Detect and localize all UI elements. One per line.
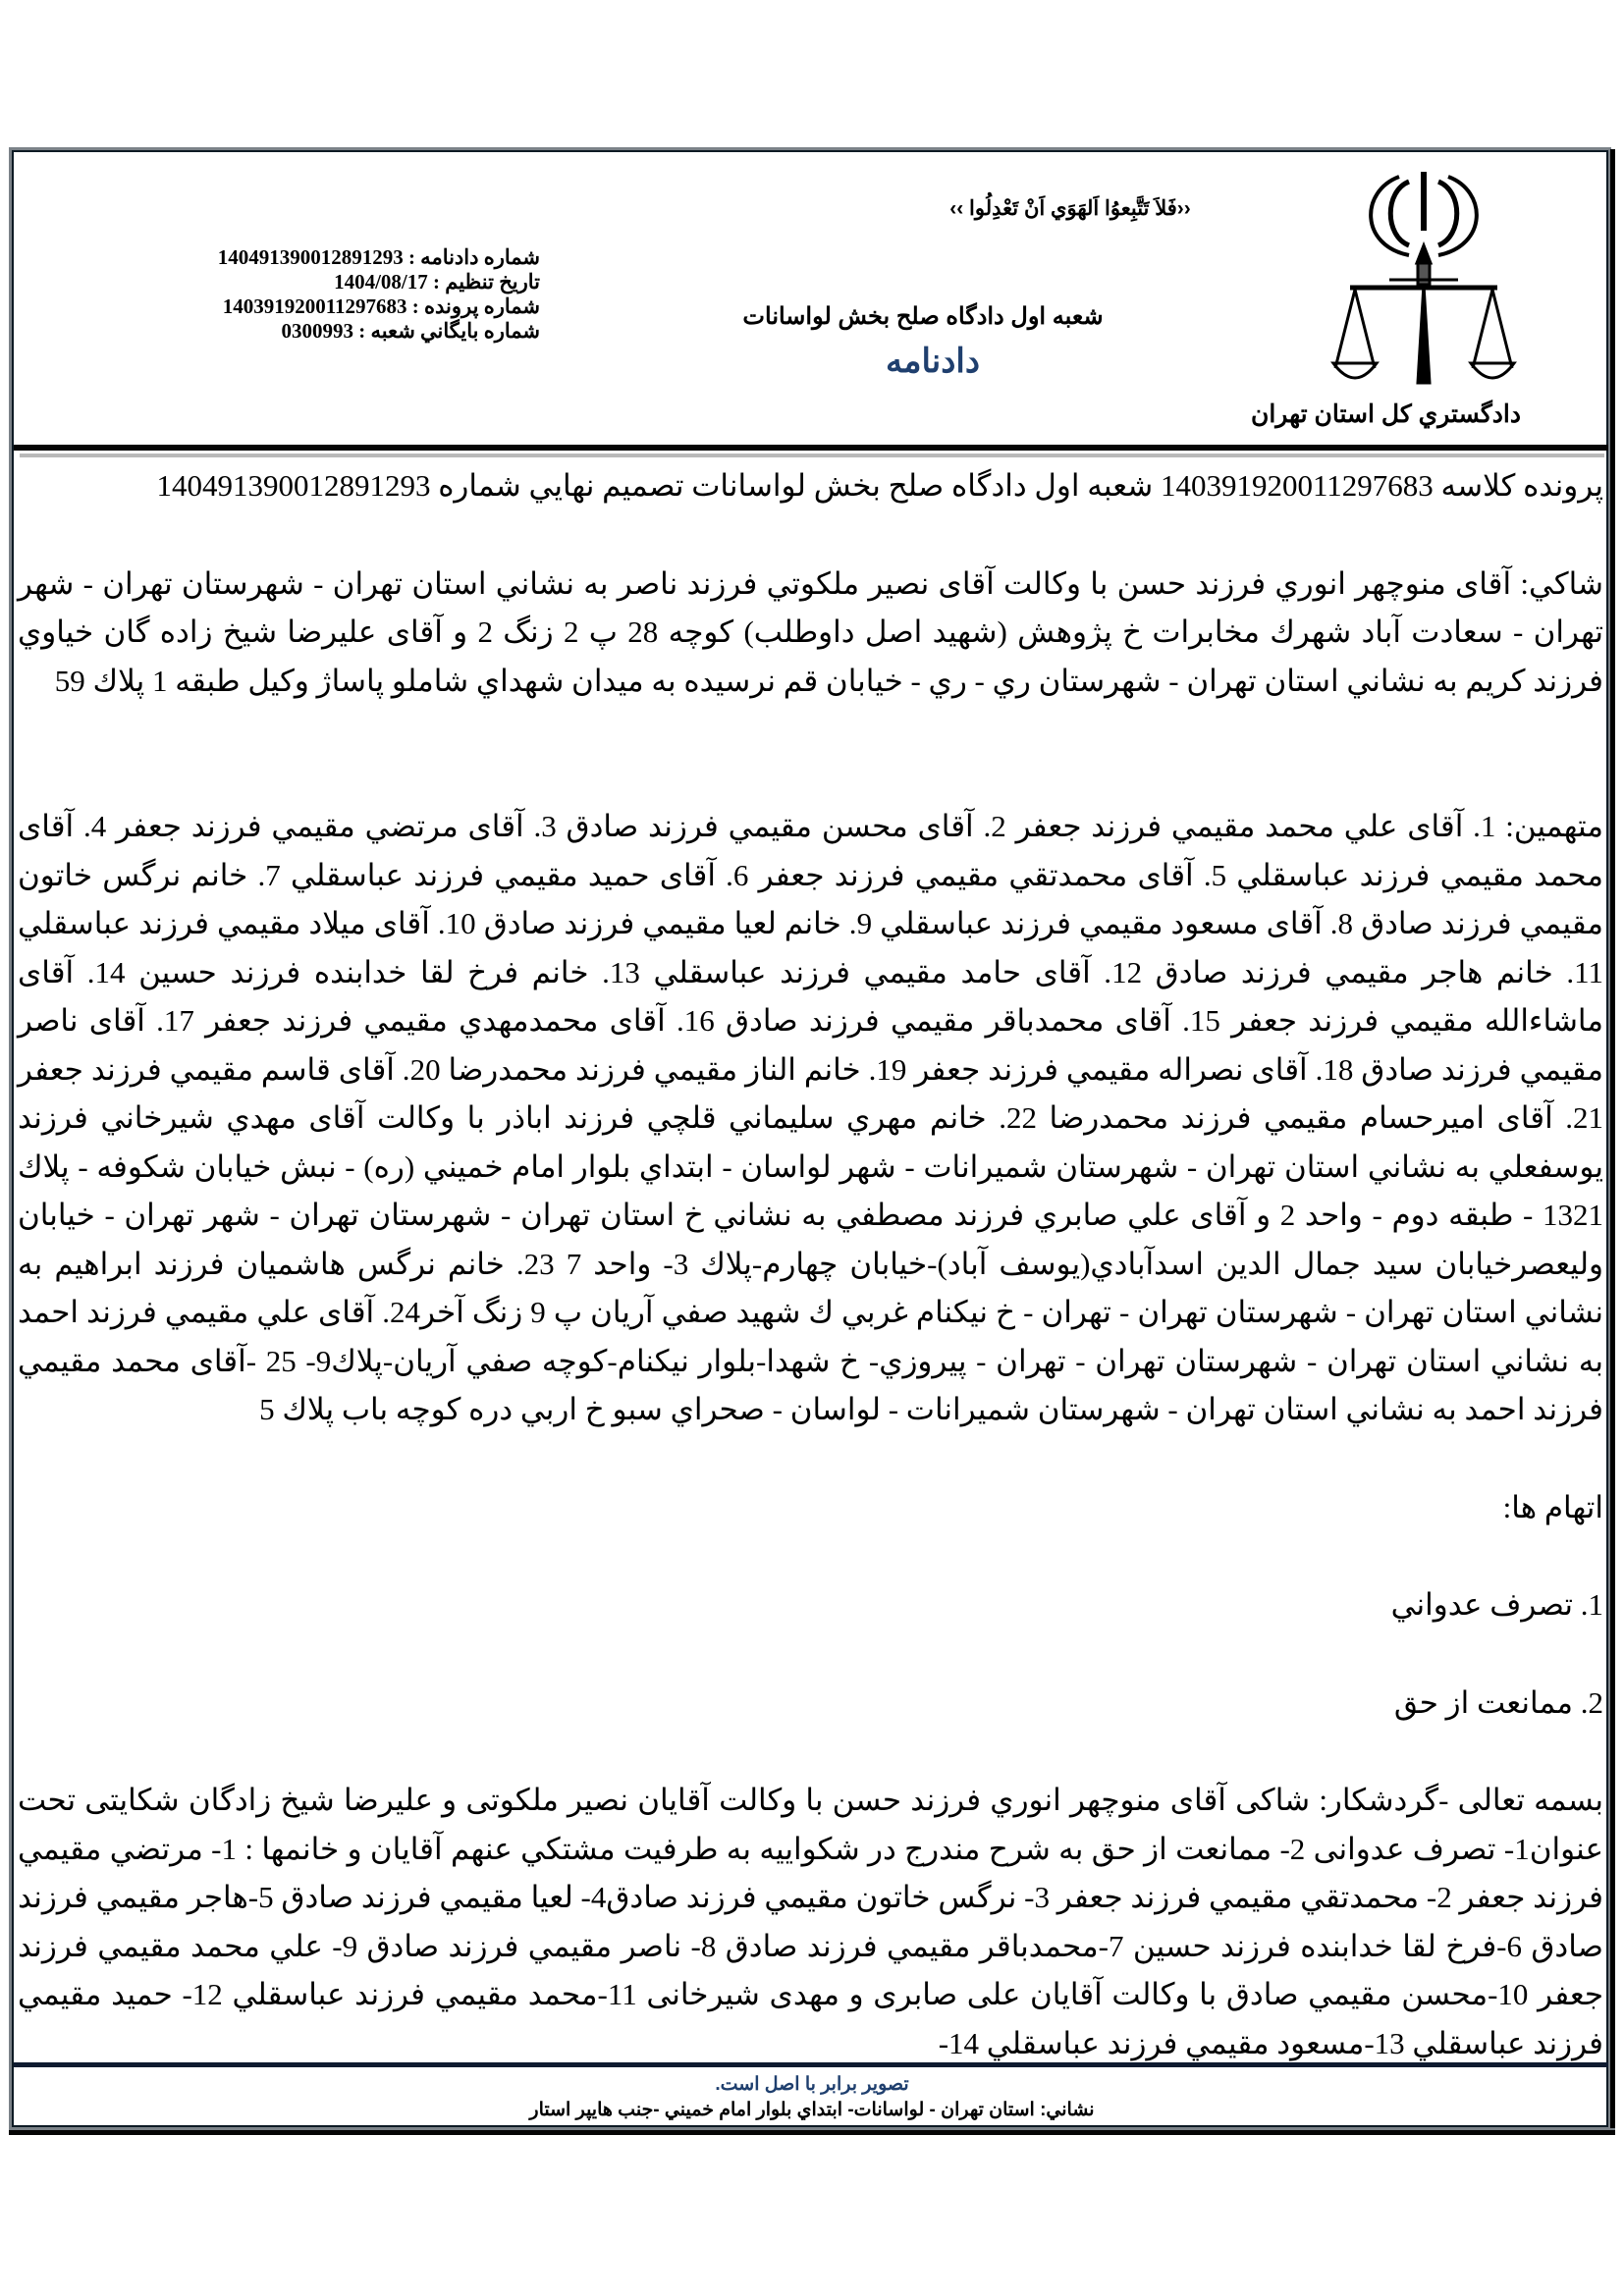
charge-item: 1. تصرف عدواني	[1390, 1587, 1603, 1622]
certified-copy-note: تصوير برابر با اصل است.	[715, 2074, 909, 2095]
meta-value: 0300993	[281, 319, 353, 343]
court-address: نشاني: استان تهران - لواسانات- ابتداي بلوار امام خميني -جنب هايپر استار	[529, 2100, 1095, 2120]
spacer	[18, 1434, 1603, 1483]
spacer	[18, 705, 1603, 802]
spacer	[18, 1629, 1603, 1679]
meta-verdict-number	[79, 245, 540, 270]
accused-paragraph: متهمين: 1. آقای علي محمد مقيمي فرزند جعفر 2. آقای محسن مقيمي فرزند صادق 3. آقای مرتضي مقيمي فرزند جعفر 4. آقای محمد مقيمي فرزند عباسقلي 5. آقای محمدتقي مقيمي فرزند جعفر 6. آقای حميد مقيمي فرزند عباسقلي 7. خانم نرگس خاتون مقيمي فرزند صادق 8. آقای مسعود مقيمي فرزند عباسقلي 9. خانم لعيا مقيمي فرزند صادق 10. آقای ميلاد مقيمي فرزند عباسقلي 11. خانم هاجر مقيمي فرزند صادق 12. آقای حامد مقيمي فرزند عباسقلي 13. خانم فرخ لقا خدابنده فرزند حسين 14. آقای ماشاءالله مقيمي فرزند جعفر 15. آقای محمدباقر مقيمي فرزند صادق 16. آقای محمدمهدي مقيمي فرزند جعفر 17. آقای ناصر مقيمي فرزند صادق 18. آقای نصراله مقيمي فرزند جعفر 19. خانم الناز مقيمي فرزند محمدرضا 20. آقای قاسم مقيمي فرزند جعفر 21. آقای اميرحسام مقيمي فرزند محمدرضا 22. خانم مهري سليماني قلچي فرزند اباذر با وكالت آقای مهدي شيرخاني فرزند يوسفعلي به نشاني استان تهران - شهرستان شميرانات - شهر لواسان - ابتداي بلوار امام خميني (ره) - نبش خيابان شكوفه - پلاك 1321 - طبقه دوم - واحد 2 و آقای علي صابري فرزند مصطفي به نشاني خ استان تهران - شهرستان تهران - شهر تهران - خيابان وليعصرخيابان سيد جمال الدين اسدآبادي(يوسف آباد)-خيابان چهارم-پلاك 3- واحد 7 23. خانم نرگس هاشميان فرزند ابراهيم به نشاني استان تهران - شهرستان تهران - تهران - خ نيكنام غربي ك شهيد صفي آريان پ 9 زنگ آخر24. آقای علي مقيمي فرزند احمد به نشاني استان تهران - شهرستان تهران - تهران - پيروزي- خ شهدا-بلوار نيكنام-كوچه صفي آريان-پلاك9- 25 -آقای محمد مقيمي فرزند احمد به نشاني استان تهران - شهرستان شميرانات - لواسان - صحراي سبو خ اربي دره كوچه باب پلاك 5	[18, 809, 1604, 1426]
header-divider-gray	[20, 454, 1604, 457]
meta-archive-number	[79, 319, 540, 344]
document-title: دادنامه	[886, 343, 980, 380]
judiciary-name: دادگستري كل استان تهران	[1251, 400, 1521, 428]
spacer	[18, 1727, 1603, 1776]
spacer	[18, 510, 1603, 560]
meta-label: شماره بايگاني شعبه :	[358, 319, 540, 343]
meta-value: 140491390012891293	[217, 245, 404, 269]
document-meta	[79, 245, 540, 344]
meta-label: شماره دادنامه :	[407, 245, 540, 269]
header-divider	[14, 445, 1608, 451]
spacer	[18, 1531, 1603, 1580]
footer-border	[9, 2128, 1615, 2135]
meta-label: تاريخ تنظيم :	[433, 270, 540, 294]
ruling-paragraph: بسمه تعالی -گردشكار: شاكی آقای منوچهر انوري فرزند حسن با وكالت آقايان نصير ملكوتی و عليرضا شيخ زادگان شكايتی تحت عنوان1- تصرف عدوانی 2- ممانعت از حق به شرح مندرج در شكواييه به طرفيت مشتكي عنهم آقايان و خانمها : 1- مرتضي مقيمي فرزند جعفر 2- محمدتقي مقيمي فرزند جعفر 3- نرگس خاتون مقيمي فرزند صادق4- لعيا مقيمي فرزند صادق 5-هاجر مقيمي فرزند صادق 6-فرخ لقا خدابنده فرزند حسين 7-محمدباقر مقيمي فرزند صادق 8- ناصر مقيمي فرزند صادق 9- علي محمد مقيمي فرزند جعفر 10-محسن مقيمي صادق با وكالت آقايان علی صابری و مهدی شيرخانی 11-محمد مقيمي فرزند عباسقلي 12- حميد مقيمي فرزند عباسقلي 13-مسعود مقيمي فرزند عباسقلي 14-	[18, 1783, 1604, 2060]
meta-date	[79, 270, 540, 294]
document-body	[18, 461, 1603, 2067]
meta-value: 1404/08/17	[334, 270, 428, 294]
charges-label: اتهام ها:	[1502, 1489, 1603, 1524]
meta-label: شماره پرونده :	[411, 294, 540, 318]
case-line: پرونده كلاسه 140391920011297683 شعبه اول دادگاه صلح بخش لواسانات تصميم نهايي شماره 140491390012891293	[156, 468, 1603, 503]
complainant-paragraph: شاكي: آقای منوچهر انوري فرزند حسن با وكالت آقای نصير ملكوتي فرزند ناصر به نشاني استان تهران - شهرستان تهران - شهر تهران - سعادت آباد شهرك مخابرات خ پژوهش (شهيد اصل داوطلب) كوچه 28 پ 2 زنگ 2 و آقای عليرضا شيخ زاده گان خياوي فرزند كريم به نشاني استان تهران - شهرستان ري - ري - خيابان قم نرسيده به ميدان شهداي شاملو پاساژ وكيل طبقه 1 پلاك 59	[18, 565, 1604, 698]
charge-item: 2. ممانعت از حق	[1393, 1684, 1603, 1720]
meta-case-number	[79, 294, 540, 319]
court-branch: شعبه اول دادگاه صلح بخش لواسانات	[742, 303, 1104, 330]
quran-verse: ‹‹فَلاَ تَتَّبِعوُا اَلهَوَي اَنْ تَعْدِلُوا ››	[949, 197, 1191, 220]
judiciary-emblem-icon	[1330, 162, 1517, 388]
footer-divider	[14, 2062, 1608, 2067]
frame-shadow	[1610, 149, 1615, 2132]
meta-value: 140391920011297683	[222, 294, 407, 318]
